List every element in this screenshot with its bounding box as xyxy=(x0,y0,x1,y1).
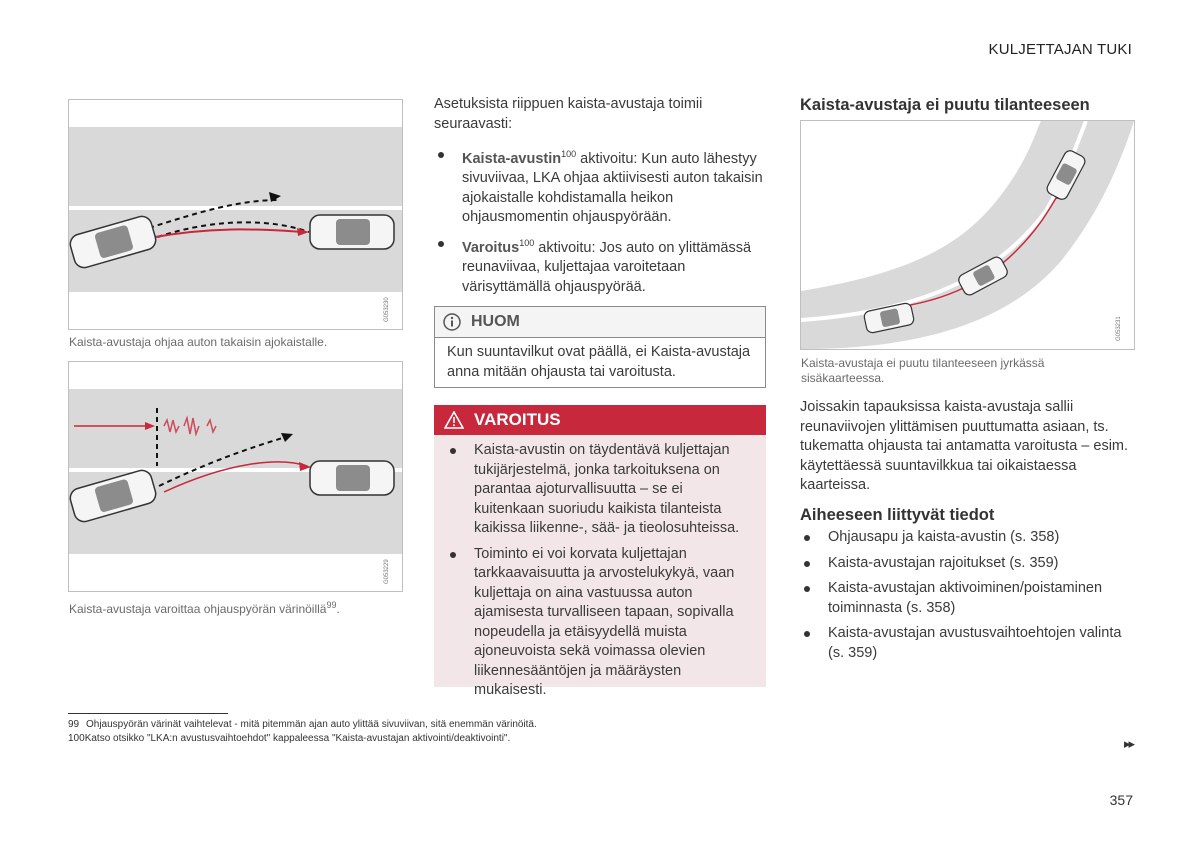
item-text: aktivoitu: Kun auto lähestyy sivuviivaa, LKA ohjaa aktiivisesti auton takaisin ajokaistalle kohdistamalla heikon ohjausmomentin ohjauspyörään. xyxy=(462,150,763,226)
footnote-text: Ohjauspyörän värinät vaihtelevat - mitä pitemmän ajan auto ylittää sivuviivan, sitä enemmän värinöitä. xyxy=(86,719,537,730)
lane-return-illustration xyxy=(69,100,402,329)
section-header: KULJETTAJAN TUKI xyxy=(988,41,1132,58)
info-paragraph: Joissakin tapauksissa kaista-avustaja sallii reunaviivojen ylittämisen puuttumatta asiaan, ts. tukematta ohjausta tai antamatta varoitusta – esim. käytettäessä suuntavilkkua tai oikaistaessa kaarteissa. xyxy=(800,399,1129,493)
list-item: Toiminto ei voi korvata kuljettajan tarkkaavaisuutta ja arvostelukykyä, vaan kuljettaja on aina vastuussa auton ajamisesta turvalliseen tapaan, sopivalla nopeudella ja etäisyydellä muista ajoneuvoista sekä voimassa olevien liikennesääntöjen ja määräysten mukaisesti. xyxy=(446,545,756,701)
caption-text: Kaista-avustaja varoittaa ohjauspyörän värinöillä xyxy=(69,602,327,616)
footnote-number: 99 xyxy=(68,719,80,730)
warning-list xyxy=(446,441,756,701)
figure-caption xyxy=(69,598,404,617)
next-page-icon[interactable]: ▸▸ xyxy=(1123,736,1133,751)
footnote-ref[interactable]: 100 xyxy=(561,149,577,159)
term-lane-assist: Kaista-avustin xyxy=(462,150,562,167)
figure-caption: Kaista-avustaja ei puutu tilanteeseen jyrkässä sisäkaarteessa. xyxy=(801,356,1045,385)
figure-code: G053231 xyxy=(1116,316,1122,341)
warning-triangle-icon xyxy=(444,411,464,429)
figure-lane-return xyxy=(68,99,403,330)
term-warning: Varoitus xyxy=(462,239,520,256)
figure-code: G053229 xyxy=(384,559,390,584)
list-item xyxy=(434,145,766,228)
related-list xyxy=(800,528,1133,669)
footnote-item xyxy=(68,718,768,732)
footnote-text: Katso otsikko "LKA:n avustusvaihtoehdot" kappaleessa "Kaista-avustajan aktivointi/deaktivointi". xyxy=(84,733,511,744)
page-number: 357 xyxy=(1109,792,1133,808)
note-title: HUOM xyxy=(471,313,520,330)
footnote-item xyxy=(68,732,768,746)
list-item: Kaista-avustin on täydentävä kuljettajan tukijärjestelmä, jonka tarkoituksena on parantaa ajoturvallisuutta – se ei kuitenkaan suoriudu kaikista tilanteista kaikissa liikenne-, sää- ja tieolosuhteissa. xyxy=(446,441,756,539)
footnote-number: 100 xyxy=(68,733,85,744)
curve-illustration xyxy=(801,121,1134,349)
figure-lane-warning xyxy=(68,361,403,592)
info-icon xyxy=(443,313,461,331)
caption-end: . xyxy=(336,602,340,616)
related-link[interactable]: Kaista-avustajan avustusvaihtoehtojen valinta (s. 359) xyxy=(800,624,1133,663)
related-link[interactable]: Kaista-avustajan aktivoiminen/poistaminen toiminnasta (s. 358) xyxy=(800,579,1133,618)
lane-warning-illustration xyxy=(69,362,402,591)
footnotes xyxy=(68,718,768,746)
intro-text: Asetuksista riippuen kaista-avustaja toimii seuraavasti: xyxy=(434,96,703,132)
footnote-ref[interactable]: 100 xyxy=(519,237,535,248)
figure-code: G053230 xyxy=(384,297,390,322)
figure-curve xyxy=(800,120,1135,350)
note-text: Kun suuntavilkut ovat päällä, ei Kaista-avustaja anna mitään ohjausta tai varoitusta. xyxy=(447,344,751,380)
related-link[interactable]: Ohjausapu ja kaista-avustin (s. 358) xyxy=(800,528,1133,548)
warning-header xyxy=(434,405,766,435)
footnote-ref[interactable]: 99 xyxy=(326,600,337,610)
item-text: aktivoitu: Jos auto on ylittämässä reunaviivaa, kuljettajaa varoitetaan värisyttämällä ohjauspyörää. xyxy=(462,239,752,295)
figure-caption: Kaista-avustaja ohjaa auton takaisin ajokaistalle. xyxy=(69,335,328,349)
list-item xyxy=(434,234,766,297)
section-title: Kaista-avustaja ei puutu tilanteeseen xyxy=(800,96,1090,114)
related-link[interactable]: Kaista-avustajan rajoitukset (s. 359) xyxy=(800,554,1133,574)
warning-box xyxy=(434,405,766,698)
mode-list xyxy=(434,145,766,303)
footnote-divider xyxy=(68,713,228,714)
related-title: Aiheeseen liittyvät tiedot xyxy=(800,506,995,524)
note-box xyxy=(434,306,766,388)
warning-title: VAROITUS xyxy=(474,410,561,429)
note-header xyxy=(435,307,765,338)
